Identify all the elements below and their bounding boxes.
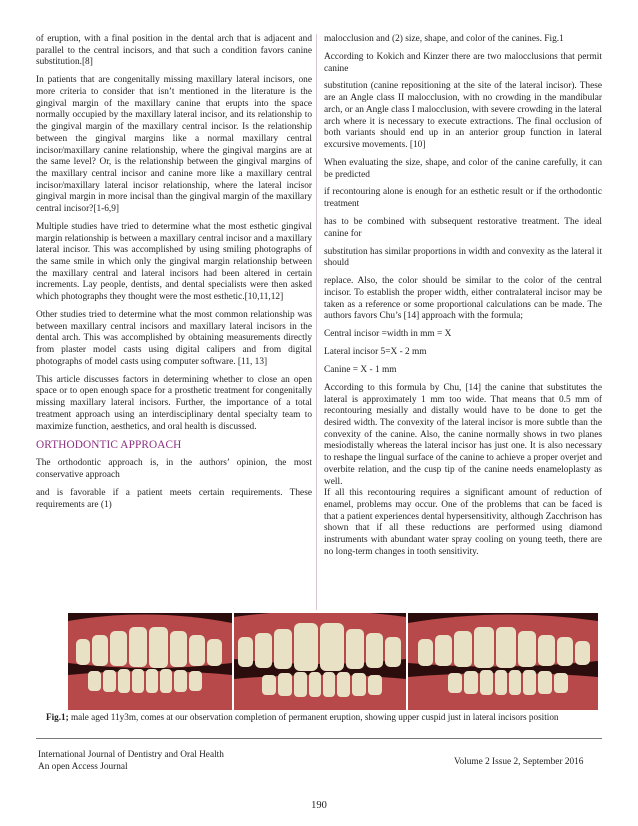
left-paragraph-5: This article discusses factors in determining whether to close an open space or to open enough space for a prosthetic treatment for congenitally missing maxillary lateral incisors. Further, the importance of a total treatment approach using an interdisciplinary dental specialty team to maximize function, aesthetics, and oral health is discussed.: [36, 374, 312, 432]
left-paragraph-2: In patients that are congenitally missing maxillary lateral incisors, one more criteria to consider that isn’t mentioned in the literature is the gingival margin of the maxillary canine that erupts into the space normally occupied by the maxillary lateral incisor, and its relationship to the gingival margin of the maxillary central incisor. Is the relationship between the gingival margins like a normal maxillary central incisor/maxillary canine relationship, where the gingival margins are at the same level? Or, is the relationship between the gingival margins of the maxillary central incisor and canine more like a maxillary central incisor/maxillary lateral incisor relationship, where the lateral incisor gingival margin in more incisal than the gingival margin of the maxillary central incisor?[1-6,9]: [36, 75, 312, 215]
journal-access: An open Access Journal: [38, 761, 128, 772]
figure-caption: [46, 712, 606, 724]
right-paragraph-2: According to Kokich and Kinzer there are two malocclusions that permit canine: [324, 51, 602, 74]
formula-canine: Canine = X - 1 mm: [324, 365, 397, 376]
right-paragraph-4: When evaluating the size, shape, and color of the canine carefully, it can be predicted: [324, 157, 602, 180]
left-paragraph-3: Multiple studies have tried to determine what the most esthetic gingival margin relationship is between a maxillary central incisor and a maxillary lateral incisor. This was accomplished by using smiling photographs of the same smile in which only the gingival margin relationship between the maxillary central and lateral incisors had been altered in certain increments. Lay people, dentists, and dental specialists were then asked which photographs they thought were the most esthetic.[10,11,12]: [36, 221, 312, 303]
figure-label: Fig.1;: [46, 712, 69, 722]
left-paragraph-6: The orthodontic approach is, in the authors’ opinion, the most conservative approach: [36, 458, 312, 481]
journal-title: International Journal of Dentistry and Oral Health: [38, 750, 224, 760]
right-paragraph-8: replace. Also, the color should be similar to the color of the central incisor. To establish the proper width, either contralateral incisor may be taken as a reference or some proportional calculations can be made. The authors favors Chu’s [14] approach with the formula;: [324, 276, 602, 322]
right-paragraph-7: substitution has similar proportions in width and convexity as the lateral it should: [324, 246, 602, 269]
right-paragraph-13: If all this recontouring requires a significant amount of reduction of enamel, problems may occur. One of the problems that can be faced is that a patient experiences dental hypersensitivity, although Zacchrison has shown that if all these reductions are performed using diamond instruments with abundant water spray cooling on young teeth, there are no long-term changes in tooth sensitivity.: [324, 488, 602, 557]
intraoral-photo-left: [408, 613, 598, 710]
right-paragraph-3: substitution (canine repositioning at the site of the lateral incisor). These are an Angle class II malocclusion, with no crowding in the mandibular arch, or an Angle class I malocclusion, with severe crowding in the lateral arch where it is necessary to execute extractions. The final occlusion of both variants should end up in an anterior group function in lateral excursive movements. [10]: [324, 81, 602, 150]
section-heading: ORTHODONTIC APPROACH: [36, 439, 182, 452]
figure-1-photos: [68, 613, 598, 710]
formula-lateral: Lateral incisor 5=X - 2 mm: [324, 347, 427, 358]
volume-issue: Volume 2 Issue 2, September 2016: [454, 757, 584, 767]
right-paragraph-5: if recontouring alone is enough for an esthetic result or if the orthodontic treatment: [324, 187, 602, 210]
page-number: 190: [311, 800, 327, 811]
left-column: [36, 34, 312, 612]
figure-caption-text: male aged 11y3m, comes at our observation completion of permanent eruption, showing upper cuspid just in lateral incisors position: [68, 712, 559, 722]
right-paragraph-12: According to this formula by Chu, [14] the canine that substitutes the lateral is approximately 1 mm too wide. That means that 0.5 mm of recontouring mesially and distally would have to be done to get the desired width. The convexity of the lateral incisor is more subtle than the convexity of the canine. Also, the canine normally shows in two planes mesiodistally whereas the lateral incisor has just one. It is also necessary to reshape the lingual surface of the canine to achieve a proper overjet and overbite relation, and the cusp tip of the canine needs enameloplasty as well.: [324, 382, 602, 487]
intraoral-photo-frontal: [234, 613, 406, 710]
footer-rule: [36, 738, 602, 739]
right-column: [324, 34, 602, 612]
column-divider: [316, 34, 317, 610]
intraoral-photo-right: [68, 613, 232, 710]
left-paragraph-7: and is favorable if a patient meets certain requirements. These requirements are (1): [36, 488, 312, 510]
right-paragraph-1: malocclusion and (2) size, shape, and color of the canines. Fig.1: [324, 34, 564, 44]
left-paragraph-1: of eruption, with a final position in the dental arch that is adjacent and parallel to the central incisors, and that such a condition favors canine substitution.[8]: [36, 34, 312, 68]
right-paragraph-6: has to be combined with subsequent restorative treatment. The ideal canine for: [324, 217, 602, 239]
journal-info: [38, 750, 224, 774]
left-paragraph-4: Other studies tried to determine what the most common relationship was between maxillary central incisors and maxillary lateral incisors in the dental arch. This was accomplished by obtaining measurements directly from plaster model casts using digital calipers and from digital photographs of model casts using computer software. [11, 13]: [36, 310, 312, 367]
formula-central: Central incisor =width in mm = X: [324, 329, 452, 340]
